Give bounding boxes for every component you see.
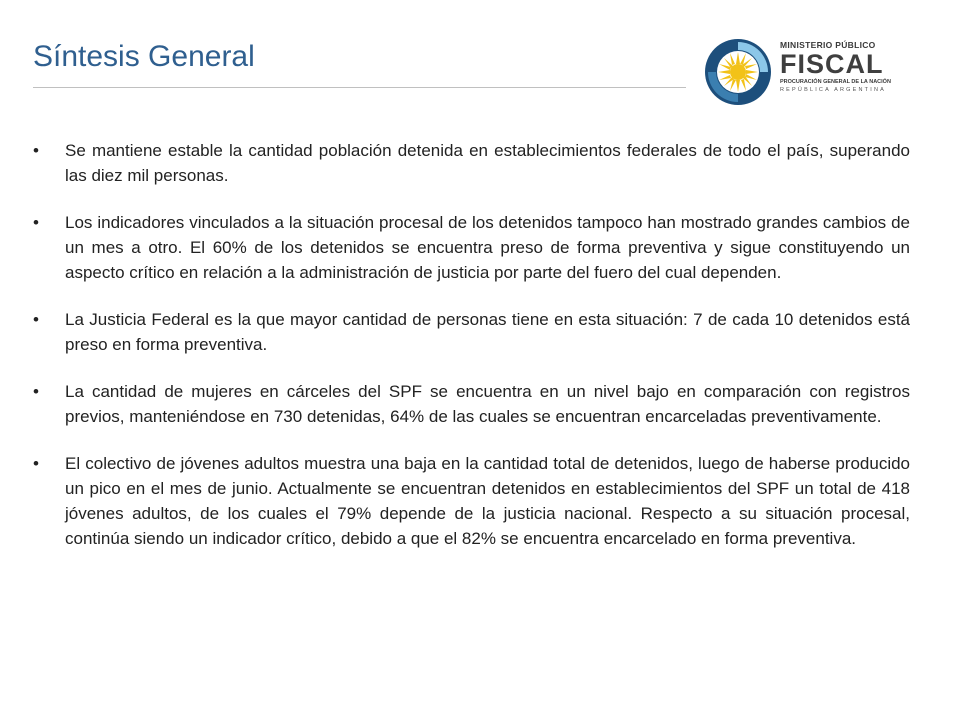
page-title: Síntesis General (33, 40, 255, 73)
bullet-text: La Justicia Federal es la que mayor cantidad de personas tiene en esta situación: 7 de cada 10 detenidos está preso en forma preventiva. (65, 310, 910, 354)
bullet-text: Los indicadores vinculados a la situación procesal de los detenidos tampoco han mostrado grandes cambios de un mes a otro. El 60% de los detenidos se encuentra preso de forma preventiva y sigue constituyendo un aspecto crítico en relación a la administración de justicia por parte del fuero del cual dependen. (65, 213, 910, 282)
bullet-text: El colectivo de jóvenes adultos muestra una baja en la cantidad total de detenidos, luego de haberse producido un pico en el mes de junio. Actualmente se encuentran detenidos en establecimientos del SPF un total de 418 jóvenes adultos, de los cuales el 79% depende de la justicia nacional. Respecto a su situación procesal, continúa siendo un indicador crítico, debido a que el 82% se encuentra encarcelado en forma preventiva. (65, 454, 910, 548)
bullet-item-5 (33, 451, 910, 551)
argentine-sun-emblem-icon (704, 38, 772, 106)
summary-bullet-list (33, 138, 910, 573)
ministerio-publico-fiscal-logo (704, 36, 894, 108)
bullet-text: Se mantiene estable la cantidad población detenida en establecimientos federales de todo el país, superando las diez mil personas. (65, 141, 910, 185)
bullet-item-1 (33, 138, 910, 188)
bullet-text: La cantidad de mujeres en cárceles del SPF se encuentra en un nivel bajo en comparación con registros previos, manteniéndose en 730 detenidas, 64% de las cuales se encuentran encarceladas preventivamente. (65, 382, 910, 426)
bullet-marker: • (33, 141, 39, 160)
logo-ministerio-label: MINISTERIO PÚBLICO (780, 40, 876, 50)
bullet-marker: • (33, 213, 39, 232)
bullet-item-4 (33, 379, 910, 429)
bullet-item-3 (33, 307, 910, 357)
logo-fiscal-label: FISCAL (780, 49, 884, 79)
bullet-marker: • (33, 310, 39, 329)
logo-republica-label: REPÚBLICA ARGENTINA (780, 87, 886, 93)
bullet-item-2 (33, 210, 910, 285)
logo-wordmark (780, 40, 898, 94)
slide-header (0, 0, 960, 110)
logo-procuracion-label: PROCURACIÓN GENERAL DE LA NACIÓN (780, 79, 891, 85)
bullet-marker: • (33, 382, 39, 401)
bullet-marker: • (33, 454, 39, 473)
title-divider (33, 87, 686, 88)
